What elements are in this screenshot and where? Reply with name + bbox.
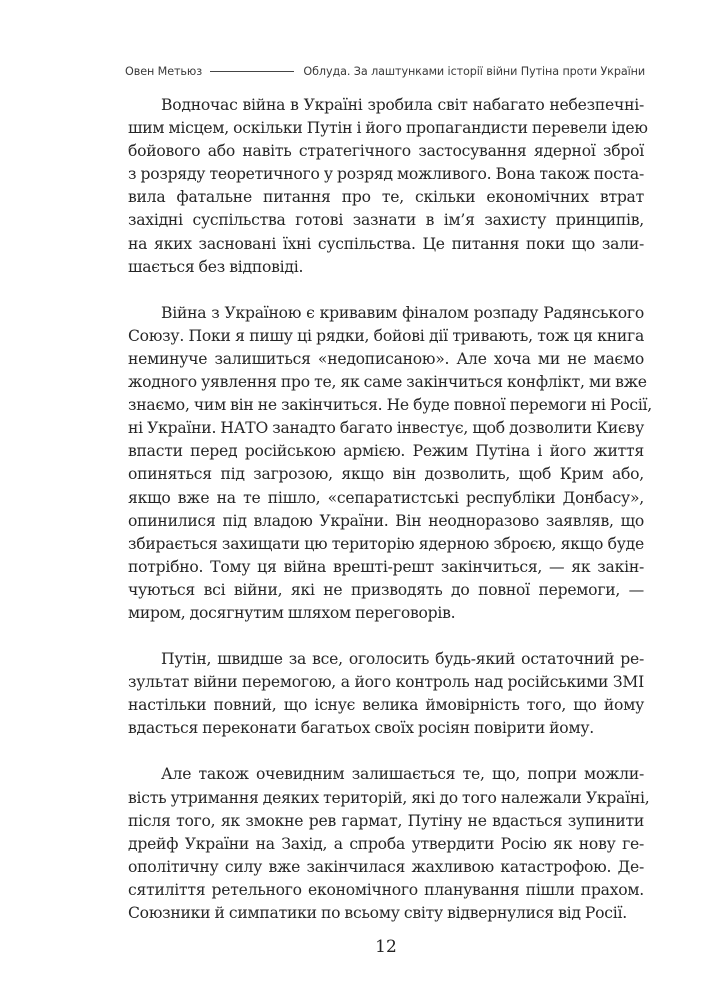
text-line: настільки повний, що існує велика ймовірність того, що йому bbox=[128, 696, 644, 715]
text-line: чуються всі війни, які не призводять до повної перемоги, — bbox=[128, 580, 644, 599]
header-rule bbox=[210, 71, 294, 72]
text-line: Водночас війна в Україні зробила світ набагато небезпечні- bbox=[161, 96, 644, 114]
paragraph bbox=[128, 763, 650, 925]
text-line: сятиліття ретельного економічного планування пішли прахом. bbox=[128, 880, 644, 899]
text-line: бойового або навіть стратегічного застосування ядерної зброї bbox=[128, 142, 644, 161]
text-line: збирається захищати цю територію ядерною зброєю, якщо буде bbox=[128, 534, 644, 553]
header-author: Овен Метьюз bbox=[125, 64, 203, 78]
text-line: жодного уявлення про те, як саме закінчиться конфлікт, ми вже bbox=[128, 373, 647, 392]
text-line: вість утримання деяких територій, які до того належали Україні, bbox=[128, 788, 650, 807]
paragraph bbox=[128, 648, 644, 740]
text-line: на яких засновані їхні суспільства. Це питання поки що зали- bbox=[128, 234, 644, 253]
text-line: Але також очевидним залишається те, що, попри можли- bbox=[161, 765, 644, 784]
page-number: 12 bbox=[375, 937, 397, 957]
text-line: дрейф України на Захід, а спроба утвердити Росію як нову ге- bbox=[128, 834, 644, 853]
text-line: Союзу. Поки я пишу ці рядки, бойові дії тривають, тож ця книга bbox=[128, 326, 644, 345]
text-line: миром, досягнутим шляхом переговорів. bbox=[128, 603, 456, 622]
text-line: потрібно. Тому ця війна врешті-решт закінчиться, — як закін- bbox=[128, 557, 644, 576]
running-header bbox=[125, 62, 645, 80]
text-line: опиняться під загрозою, якщо він дозволить, щоб Крим або, bbox=[128, 465, 644, 484]
paragraph bbox=[128, 94, 648, 279]
text-line: Війна з Україною є кривавим фіналом розпаду Радянського bbox=[161, 303, 644, 322]
text-line: шим місцем, оскільки Путін і його пропагандисти перевели ідею bbox=[128, 119, 648, 138]
text-line: зультат війни перемогою, а його контроль над російськими ЗМІ bbox=[128, 673, 644, 692]
text-line: Союзники й симпатики по всьому світу відвернулися від Росії. bbox=[128, 904, 627, 922]
text-line: шається без відповіді. bbox=[128, 257, 304, 276]
paragraph bbox=[128, 302, 652, 625]
text-line: вила фатальне питання про те, скільки економічних втрат bbox=[128, 188, 644, 207]
text-line: ополітичну силу вже закінчилася жахливою катастрофою. Де- bbox=[128, 857, 644, 876]
text-line: якщо вже на те пішло, «сепаратистські республіки Донбасу», bbox=[128, 488, 644, 507]
text-line: ні України. НАТО занадто багато інвестує, щоб дозволити Києву bbox=[128, 419, 644, 438]
text-line: з розряду теоретичного у розряд можливого. Вона також поста- bbox=[128, 165, 644, 184]
text-line: опинилися під владою України. Він неодноразово заявляв, що bbox=[128, 511, 644, 530]
text-line: впасти перед російською армією. Режим Путіна і його життя bbox=[128, 442, 644, 461]
header-book-title: Облуда. За лаштунками історії війни Путіна проти України bbox=[303, 64, 645, 78]
text-line: вдасться переконати багатьох своїх росіян повірити йому. bbox=[128, 719, 594, 738]
text-line: знаємо, чим він не закінчиться. Не буде повної перемоги ні Росії, bbox=[128, 396, 652, 415]
body-text bbox=[128, 94, 652, 948]
text-line: Путін, швидше за все, оголосить будь-який остаточний ре- bbox=[161, 650, 644, 669]
text-line: неминуче залишиться «недописаною». Але хоча ми не маємо bbox=[128, 349, 644, 368]
text-line: після того, як змокне рев гармат, Путіну не вдасться зупинити bbox=[128, 811, 644, 830]
text-line: західні суспільства готові зазнати в ім’я захисту принципів, bbox=[128, 211, 644, 230]
